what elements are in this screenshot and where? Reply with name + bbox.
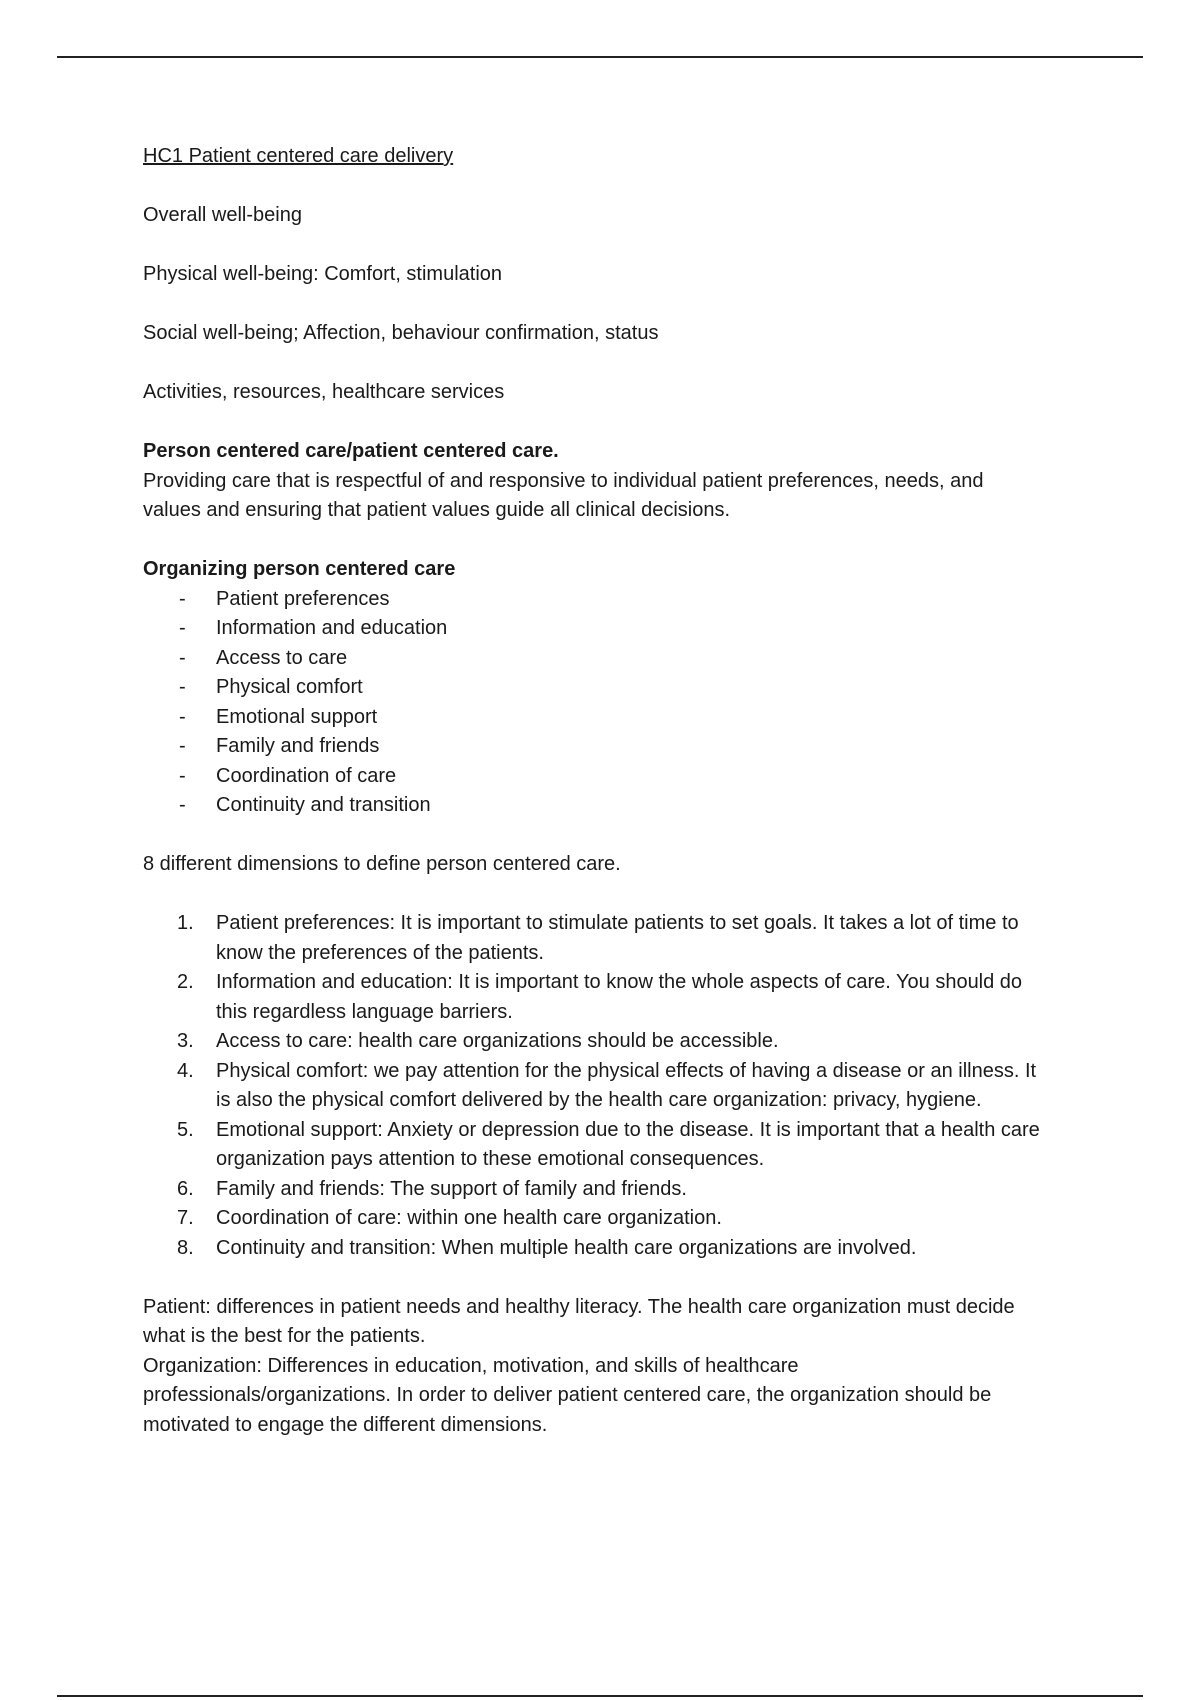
dash-marker: - (179, 617, 186, 639)
list-item-text: Emotional support: Anxiety or depression due to the disease. It is important that a health care organization pays attention to these emotional consequences. (216, 1118, 1040, 1170)
list-item (143, 703, 1043, 733)
top-rule (57, 56, 1143, 58)
list-number: 1. (177, 912, 194, 934)
list-number: 8. (177, 1236, 194, 1259)
list-item (143, 585, 1043, 615)
pcc-definition: Providing care that is respectful of and responsive to individual patient preferences, needs, and values and ensuring that patient values guide all clinical decisions. (143, 469, 984, 521)
list-item (143, 1234, 1043, 1264)
dash-marker: - (179, 794, 186, 816)
list-number: 2. (177, 971, 194, 993)
spacer (143, 1263, 1043, 1293)
organizing-heading: Organizing person centered care (143, 558, 456, 580)
list-item (143, 909, 1043, 968)
organizing-list (143, 585, 1043, 821)
list-item (143, 732, 1043, 762)
list-item-text: Emotional support (216, 705, 378, 728)
intro-line: Social well-being; Affection, behaviour confirmation, status (143, 322, 659, 344)
list-item (143, 644, 1043, 674)
list-item-text: Information and education (216, 617, 448, 639)
document-title: HC1 Patient centered care delivery (143, 145, 454, 167)
list-item-text: Physical comfort: we pay attention for the physical effects of having a disease or an illness. It is also the physical comfort delivered by the health care organization: privacy, hygiene. (216, 1059, 1037, 1111)
intro-line: Overall well-being (143, 204, 302, 226)
document-body (143, 142, 1043, 1440)
list-item-text: Continuity and transition: When multiple health care organizations are involved. (216, 1236, 917, 1259)
list-item (143, 1057, 1043, 1116)
list-item-text: Access to care (216, 646, 348, 669)
list-item (143, 1204, 1043, 1234)
list-item-text: Coordination of care: within one health care organization. (216, 1207, 722, 1229)
bottom-rule (57, 1695, 1143, 1697)
patient-note: Patient: differences in patient needs and healthy literacy. The health care organization must decide what is the best for the patients. (143, 1295, 1015, 1347)
dimensions-intro: 8 different dimensions to define person centered care. (143, 853, 621, 875)
pcc-heading: Person centered care/patient centered care. (143, 440, 559, 462)
list-item-text: Patient preferences: It is important to stimulate patients to set goals. It takes a lot of time to know the preferences of the patients. (216, 912, 1019, 964)
list-number: 7. (177, 1207, 194, 1229)
list-number: 5. (177, 1118, 194, 1141)
list-item (143, 762, 1043, 792)
dash-marker: - (179, 646, 186, 669)
list-item-text: Continuity and transition (216, 794, 431, 816)
list-item-text: Information and education: It is important to know the whole aspects of care. You should do this regardless language barriers. (216, 971, 1023, 1023)
list-number: 3. (177, 1030, 194, 1052)
list-item-text: Patient preferences (216, 587, 390, 610)
dash-marker: - (179, 705, 186, 728)
list-item (143, 1175, 1043, 1205)
list-item (143, 968, 1043, 1027)
list-item-text: Family and friends: The support of family and friends. (216, 1177, 687, 1200)
list-item (143, 614, 1043, 644)
list-item (143, 1116, 1043, 1175)
dash-marker: - (179, 764, 186, 787)
list-item (143, 1027, 1043, 1057)
intro-line: Physical well-being: Comfort, stimulation (143, 263, 503, 285)
dash-marker: - (179, 587, 186, 610)
list-item-text: Access to care: health care organizations should be accessible. (216, 1030, 779, 1052)
list-number: 6. (177, 1177, 194, 1200)
intro-line: Activities, resources, healthcare services (143, 381, 505, 403)
dimensions-list (143, 909, 1043, 1263)
list-number: 4. (177, 1059, 194, 1082)
list-item-text: Physical comfort (216, 676, 363, 698)
dash-marker: - (179, 676, 186, 698)
list-item (143, 791, 1043, 821)
spacer (143, 821, 1043, 851)
list-item-text: Family and friends (216, 735, 380, 757)
organization-note: Organization: Differences in education, motivation, and skills of healthcare professionals/organizations. In order to deliver patient centered care, the organization should be motivated to engage the different dimensions. (143, 1354, 992, 1436)
list-item-text: Coordination of care (216, 764, 397, 787)
list-item (143, 673, 1043, 703)
dash-marker: - (179, 735, 186, 757)
